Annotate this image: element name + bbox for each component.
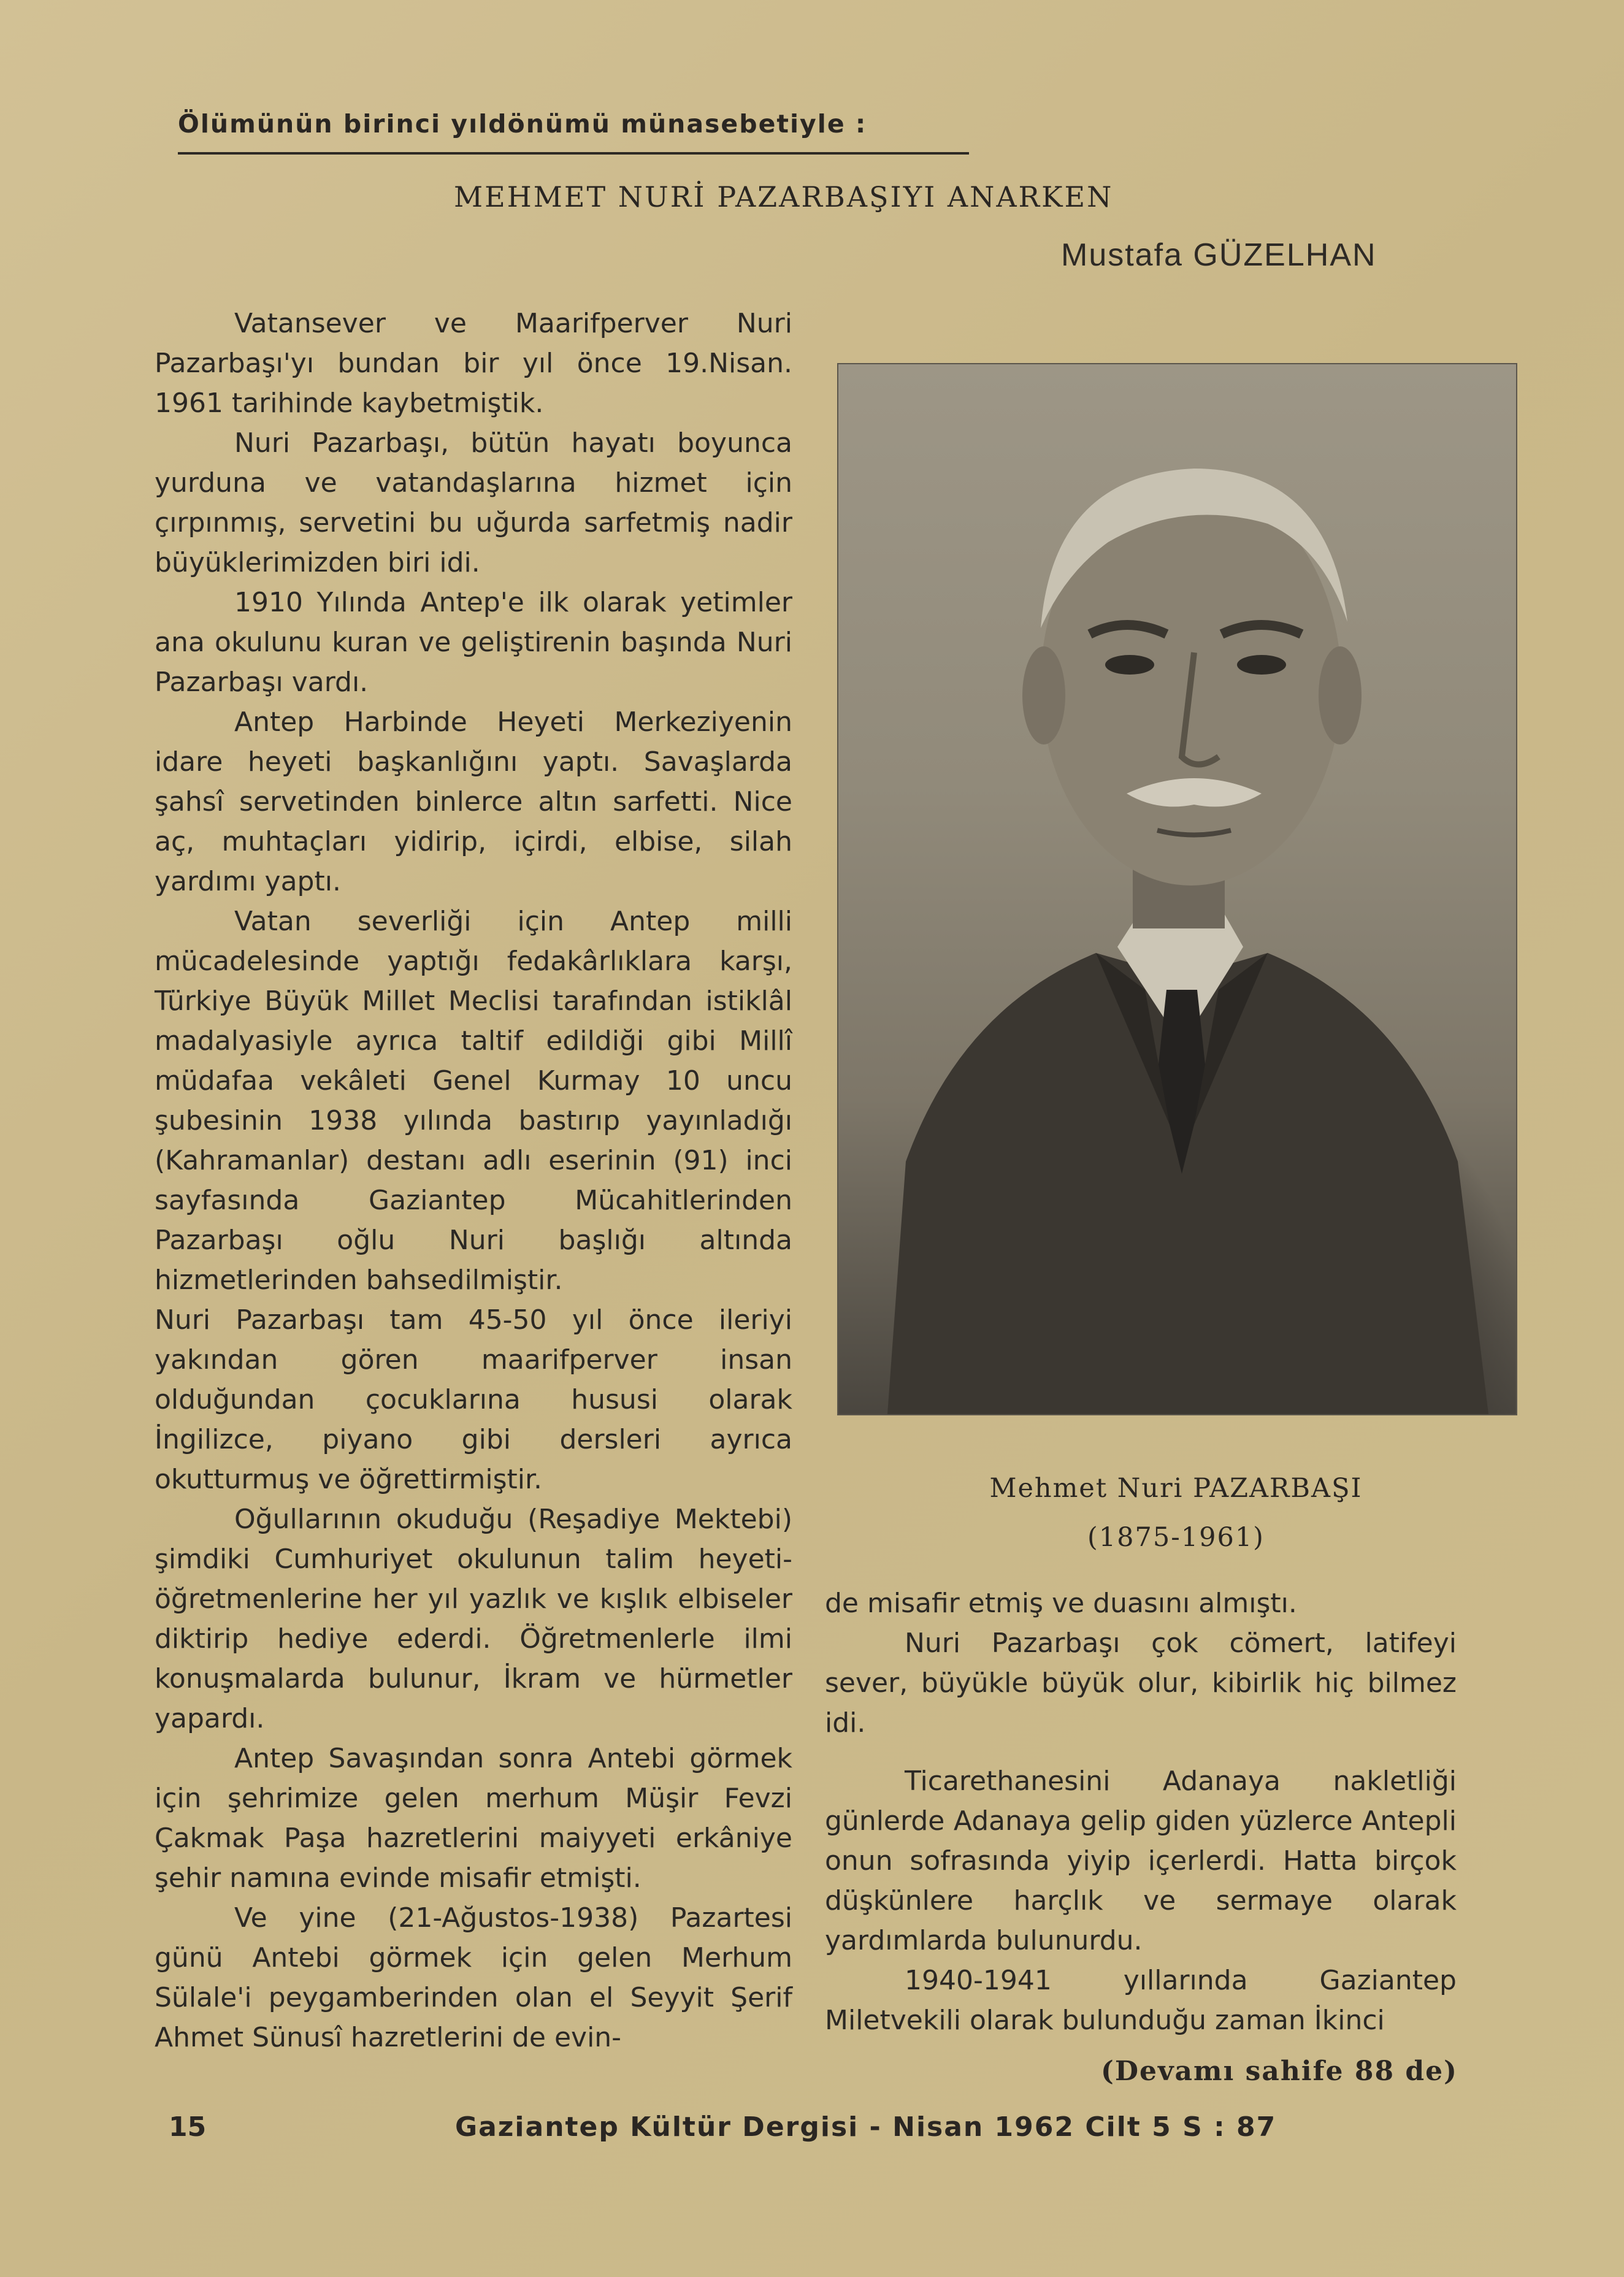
paragraph: Ticarethanesini Adanaya nakletliği günlerde Adanaya gelip giden yüzlerce Antepli onun sofrasında yiyip içerlerdi. Hatta birçok düşkünlere harçlık ve sermaye olarak yardımlarda bulunurdu. (825, 1766, 1457, 1956)
page-number: 15 (169, 2111, 207, 2143)
left-text-column (155, 304, 792, 2057)
portrait-illustration (838, 364, 1516, 1414)
paragraph: de misafir etmiş ve duasını almıştı. (825, 1588, 1297, 1619)
photo-caption-years: (1875-1961) (1087, 1522, 1265, 1553)
portrait-photo (837, 363, 1517, 1415)
right-text-column (825, 1583, 1457, 2040)
continued-note: (Devamı sahife 88 de) (1101, 2056, 1458, 2087)
paragraph: Vatansever ve Maarifperver Nuri Pazarbaşı'yı bundan bir yıl önce 19.Nisan. 1961 tarihinde kaybetmiştik. (155, 308, 792, 419)
paragraph: Nuri Pazarbaşı çok cömert, latifeyi sever, büyükle büyük olur, kibirlik hiç bilmez idi. (825, 1628, 1457, 1739)
article-author: Mustafa GÜZELHAN (1061, 237, 1377, 273)
article-kicker: Ölümünün birinci yıldönümü münasebetiyle : (178, 109, 867, 139)
paragraph: Antep Savaşından sonra Antebi görmek için şehrimize gelen merhum Müşir Fevzi Çakmak Paşa hazretlerini maiyyeti erkâniye şehir namına evinde misafir etmişti. (155, 1743, 792, 1894)
article-title: MEHMET NURİ PAZARBAŞIYI ANARKEN (454, 180, 1114, 213)
paragraph: Nuri Pazarbaşı, bütün hayatı boyunca yurduna ve vatandaşlarına hizmet için çırpınmış, servetini bu uğurda sarfetmiş nadir büyüklerimizden biri idi. (155, 427, 792, 578)
paragraph: Ve yine (21-Ağustos-1938) Pazartesi günü Antebi görmek için gelen Merhum Sülale'i peygamberinden olan el Seyyit Şerif Ahmet Sünusî hazretlerini de evin- (155, 1902, 792, 2053)
photo-caption-name: Mehmet Nuri PAZARBAŞI (989, 1473, 1363, 1504)
kicker-rule (178, 152, 969, 155)
paragraph: Vatan severliği için Antep milli mücadelesinde yaptığı fedakârlıklara karşı, Türkiye Büyük Millet Meclisi tarafından istiklâl madalyasiyle ayrıca taltif edildiği gibi Millî müdafaa vekâleti Genel Kurmay 10 uncu şubesinin 1938 yılında bastırıp yayınladığı (Kahramanlar) destanı adlı eserinin (91) inci sayfasında Gaziantep Mücahitlerinden Pazarbaşı oğlu Nuri başlığı altında hizmetlerinden bahsedilmiştir. (155, 906, 792, 1296)
paragraph: 1940-1941 yıllarında Gaziantep Miletvekili olarak bulunduğu zaman İkinci (825, 1965, 1457, 2036)
paragraph: Antep Harbinde Heyeti Merkeziyenin idare heyeti başkanlığını yaptı. Savaşlarda şahsî servetinden binlerce altın sarfetti. Nice aç, muhtaçları yidirip, içirdi, elbise, silah yardımı yaptı. (155, 706, 792, 897)
paragraph: Oğullarının okuduğu (Reşadiye Mektebi) şimdiki Cumhuriyet okulunun talim heyeti-öğretmenlerine her yıl yazlık ve kışlık elbiseler diktirip hediye ederdi. Öğretmenlerle ilmi konuşmalarda bulunur, İkram ve hürmetler yapardı. (155, 1504, 792, 1734)
journal-footer: Gaziantep Kültür Dergisi - Nisan 1962 Cilt 5 S : 87 (455, 2111, 1277, 2143)
paragraph: 1910 Yılında Antep'e ilk olarak yetimler ana okulunu kuran ve geliştirenin başında Nuri Pazarbaşı vardı. (155, 587, 792, 698)
paragraph: Nuri Pazarbaşı tam 45-50 yıl önce ileriyi yakından gören maarifperver insan olduğundan çocuklarına hususi olarak İngilizce, piyano gibi dersleri ayrıca okutturmuş ve öğrettirmiştir. (155, 1304, 792, 1495)
